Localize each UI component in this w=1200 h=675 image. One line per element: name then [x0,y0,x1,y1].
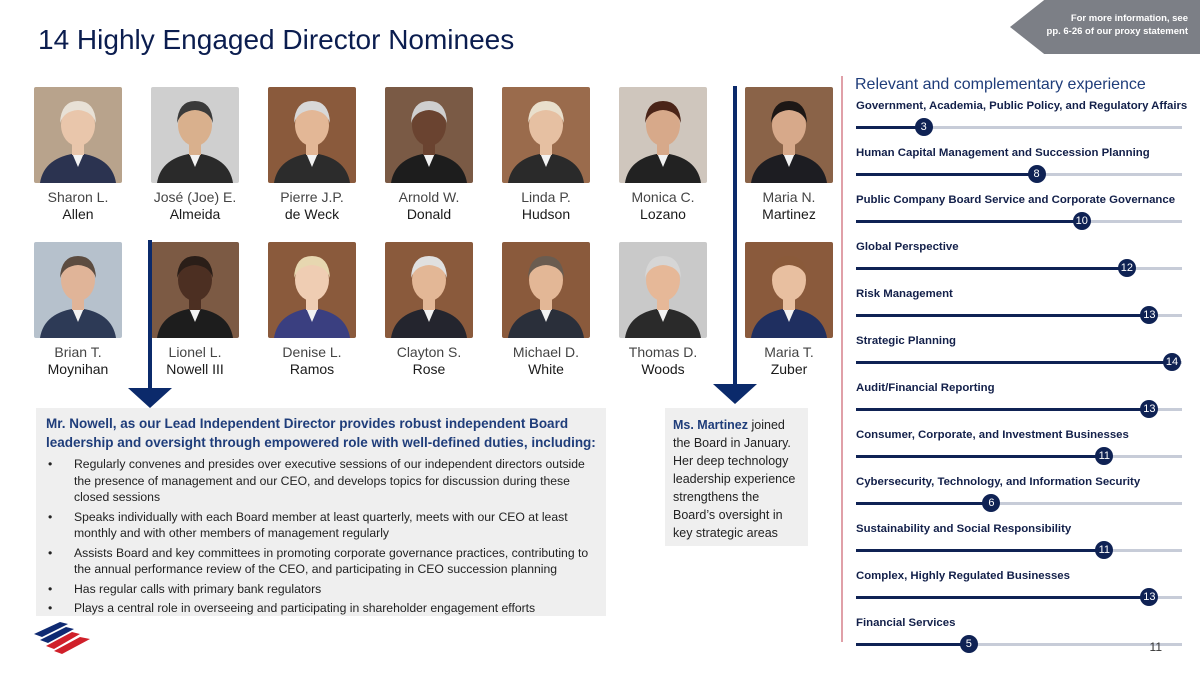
experience-bar [856,147,1182,187]
nominee-card [257,87,367,223]
nominee-card [140,87,250,223]
nominee-last-name: de Weck [284,206,340,222]
nominee-card [608,87,718,223]
nominee-last-name: White [528,361,564,377]
nominee-last-name: Almeida [169,206,221,222]
nominee-photo [34,242,122,338]
nominee-card [140,242,250,378]
nominee-first-name: Arnold W. [398,189,460,205]
experience-label: Complex, Highly Regulated Businesses [856,570,1070,582]
nominee-first-name: Maria T. [764,344,814,360]
experience-fill [856,455,1104,458]
nominee-first-name: Monica C. [631,189,695,205]
experience-bar [856,523,1182,563]
experience-count: 10 [1073,212,1091,230]
martinez-note [665,408,808,546]
experience-count: 13 [1140,400,1158,418]
nominee-photo [151,242,239,338]
nominee-first-name: Thomas D. [628,344,698,360]
experience-count: 11 [1095,541,1113,559]
experience-label: Sustainability and Social Responsibility [856,523,1072,535]
nominee-first-name: Linda P. [521,189,571,205]
nominee-card [257,242,367,378]
experience-count: 5 [960,635,978,653]
nominee-card [374,87,484,223]
experience-fill [856,220,1082,223]
martinez-note-name: Ms. Martinez [673,418,749,432]
experience-label: Risk Management [856,288,953,300]
nominee-photo [619,242,707,338]
experience-bar [856,241,1182,281]
experience-fill [856,502,991,505]
page-title: 14 Highly Engaged Director Nominees [38,24,515,55]
experience-fill [856,267,1127,270]
info-tag-line2: pp. 6-26 of our proxy statement [1046,26,1188,37]
experience-bar [856,194,1182,234]
experience-fill [856,408,1149,411]
experience-fill [856,173,1037,176]
duty-item: • Regularly convenes and presides over executive sessions of our independent directors outside the presence of management and our CEO, and develops topics for discussion during these closed sessions [74,456,596,506]
experience-label: Consumer, Corporate, and Investment Businesses [856,429,1129,441]
lead-director-duties [46,456,596,617]
nominee-card [374,242,484,378]
nominee-last-name: Nowell III [166,361,224,377]
nominee-photo [385,242,473,338]
martinez-arrow-line [733,86,737,386]
experience-fill [856,126,924,129]
nominee-photo [745,242,833,338]
nominee-last-name: Ramos [289,361,335,377]
nominee-card [23,242,133,378]
page-number: 11 [1149,640,1162,654]
experience-label: Human Capital Management and Succession Planning [856,147,1150,159]
experience-fill [856,314,1149,317]
experience-bar [856,570,1182,610]
nominee-first-name: Lionel L. [168,344,222,360]
nominee-photo [34,87,122,183]
nominee-photo [268,87,356,183]
nominee-last-name: Martinez [762,206,816,222]
martinez-arrow-head [713,384,757,404]
experience-label: Financial Services [856,617,956,629]
nominee-last-name: Donald [406,206,452,222]
experience-label: Strategic Planning [856,335,957,347]
experience-bar [856,476,1182,516]
experience-label: Audit/Financial Reporting [856,382,995,394]
experience-count: 12 [1118,259,1136,277]
experience-label: Cybersecurity, Technology, and Information Security [856,476,1141,488]
experience-count: 13 [1140,306,1158,324]
info-tag-text [1038,12,1188,38]
experience-fill [856,361,1172,364]
duty-item: • Has regular calls with primary bank regulators [74,581,596,598]
nominee-card [491,242,601,378]
experience-bar [856,100,1188,140]
nominee-photo [502,87,590,183]
experience-label: Government, Academia, Public Policy, and Regulatory Affairs [856,100,1188,112]
nominee-last-name: Zuber [770,361,808,377]
duty-item: • Plays a central role in overseeing and participating in shareholder engagement efforts [74,600,596,617]
experience-bar [856,382,1182,422]
experience-bar [856,429,1182,469]
nominee-last-name: Moynihan [47,361,109,377]
experience-divider [841,76,843,642]
info-tag-line1: For more information, see [1070,13,1188,24]
experience-bar [856,335,1182,375]
nominee-last-name: Allen [62,206,94,222]
experience-count: 13 [1140,588,1158,606]
nominee-first-name: Michael D. [512,344,580,360]
nominee-card [608,242,718,378]
nominee-photo [268,242,356,338]
experience-count: 8 [1028,165,1046,183]
nowell-arrow-head [128,388,172,408]
martinez-note-text: joined the Board in January. Her deep technology leadership experience strengthens the Board’s oversight in key strategic areas [673,418,796,540]
nominee-photo [619,87,707,183]
experience-bar [856,288,1182,328]
experience-title: Relevant and complementary experience [855,76,1146,93]
nominee-photo [502,242,590,338]
nominee-card [23,87,133,223]
nominee-last-name: Hudson [521,206,571,222]
nominee-first-name: Pierre J.P. [280,189,344,205]
nominee-first-name: Sharon L. [47,189,109,205]
nominee-photo [151,87,239,183]
bank-logo [32,620,94,659]
experience-label: Global Perspective [856,241,959,253]
experience-fill [856,643,969,646]
nominee-photo [745,87,833,183]
nominee-first-name: Brian T. [54,344,102,360]
nominee-first-name: Clayton S. [396,344,462,360]
nominee-card [491,87,601,223]
experience-count: 11 [1095,447,1113,465]
experience-bar [856,617,1182,657]
nominee-first-name: Maria N. [762,189,816,205]
experience-fill [856,549,1104,552]
nominee-card [734,87,844,223]
experience-count: 14 [1163,353,1181,371]
experience-count: 6 [982,494,1000,512]
duty-item: • Assists Board and key committees in promoting corporate governance practices, contributing to the annual performance review of the CEO, and participating in CEO succession planning [74,545,596,578]
lead-director-box [36,408,606,616]
nominee-last-name: Rose [412,361,446,377]
nowell-arrow-line [148,240,152,390]
experience-count: 3 [915,118,933,136]
experience-fill [856,596,1149,599]
nominee-photo [385,87,473,183]
experience-label: Public Company Board Service and Corporate Governance [856,194,1176,206]
duty-item: • Speaks individually with each Board member at least quarterly, meets with our CEO at least monthly and with other members of management regularly [74,509,596,542]
nominee-first-name: Denise L. [282,344,342,360]
nominee-card [734,242,844,378]
nominee-last-name: Lozano [640,206,686,222]
lead-director-heading: Mr. Nowell, as our Lead Independent Director provides robust independent Board leadership and oversight through empowered role with well-defined duties, including: [46,416,596,450]
nominee-last-name: Woods [641,361,685,377]
nominee-first-name: José (Joe) E. [153,189,237,205]
